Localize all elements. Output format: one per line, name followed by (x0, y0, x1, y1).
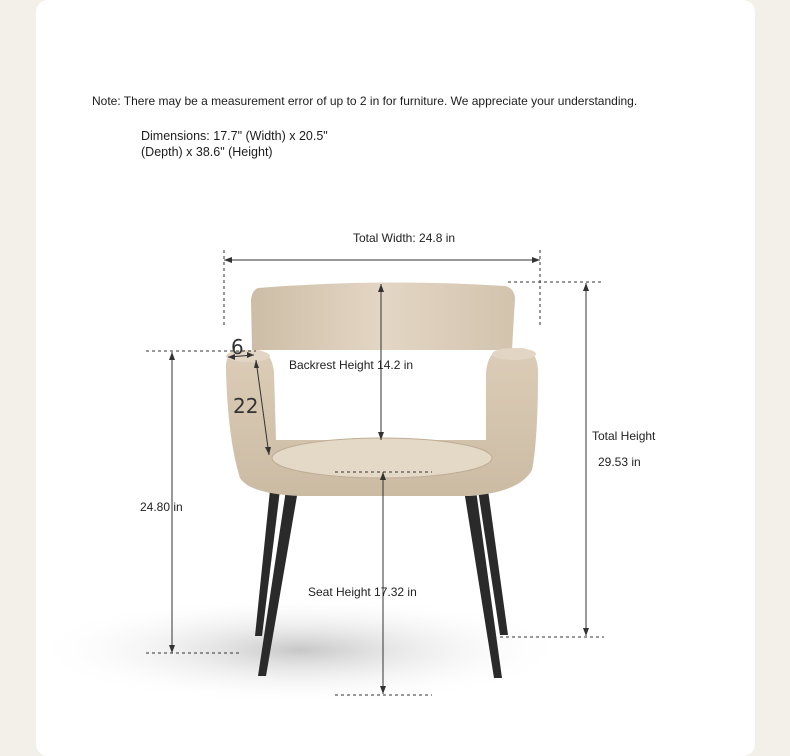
chair-body (226, 282, 538, 496)
arm-height-label: 24.80 in (140, 500, 183, 514)
backrest-height-label: Backrest Height 14.2 in (289, 358, 414, 372)
total-height-title: Total Height (592, 429, 656, 443)
total-height-value: 29.53 in (598, 455, 641, 469)
measurement-note: Note: There may be a measurement error of up to 2 in for furniture. We appreciate your understanding. (92, 94, 638, 108)
arm-width-label: 6 (231, 335, 244, 359)
dimensions-line-1: Dimensions: 17.7" (Width) x 20.5" (141, 129, 328, 143)
arm-depth-label: 22 (233, 394, 259, 418)
seat-height-label: Seat Height 17.32 in (308, 585, 417, 599)
dimensions-line-2: (Depth) x 38.6" (Height) (141, 145, 273, 159)
total-width-label: Total Width: 24.8 in (353, 231, 456, 245)
